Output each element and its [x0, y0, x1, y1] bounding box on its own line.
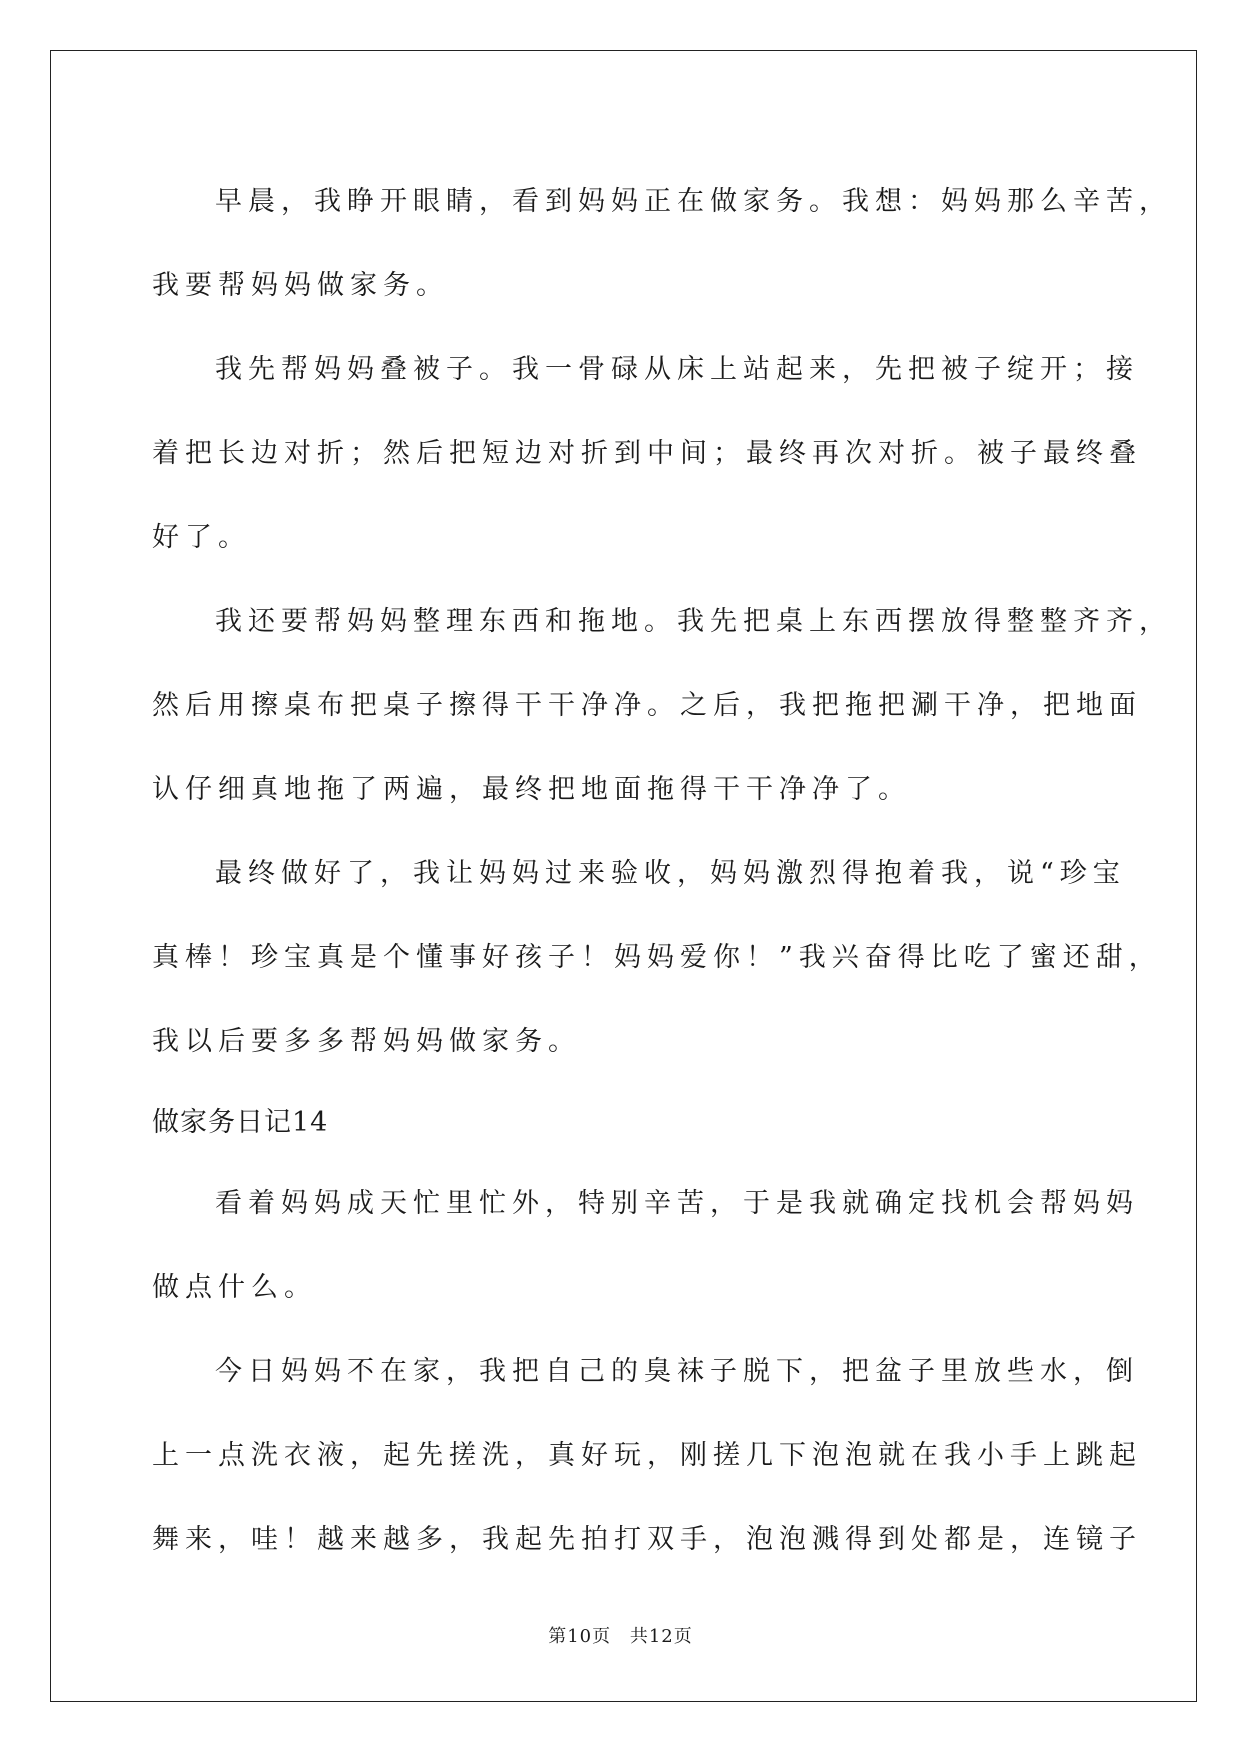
page-total: 共12页	[629, 1626, 693, 1647]
paragraph-line: 然后用擦桌布把桌子擦得干干净净。之后，我把拖把涮干净，把地面	[152, 690, 1142, 721]
paragraph-line: 我先帮妈妈叠被子。我一骨碌从床上站起来，先把被子绽开；接	[215, 354, 1139, 385]
paragraph-line: 我还要帮妈妈整理东西和拖地。我先把桌上东西摆放得整整齐齐，	[215, 606, 1172, 637]
paragraph-line: 好了。	[152, 522, 251, 553]
paragraph-line: 今日妈妈不在家，我把自己的臭袜子脱下，把盆子里放些水，倒	[215, 1356, 1139, 1387]
page-footer	[0, 1622, 1241, 1648]
paragraph-line: 最终做好了，我让妈妈过来验收，妈妈激烈得抱着我，说“珍宝	[215, 858, 1126, 889]
paragraph-line: 舞来，哇！越来越多，我起先拍打双手，泡泡溅得到处都是，连镜子	[152, 1524, 1142, 1555]
section-heading: 做家务日记14	[152, 1107, 329, 1138]
paragraph-line: 认仔细真地拖了两遍，最终把地面拖得干干净净了。	[152, 774, 911, 805]
paragraph-line: 看着妈妈成天忙里忙外，特别辛苦，于是我就确定找机会帮妈妈	[215, 1188, 1139, 1219]
paragraph-line: 我要帮妈妈做家务。	[152, 270, 449, 301]
paragraph-line: 我以后要多多帮妈妈做家务。	[152, 1026, 581, 1057]
paragraph-line: 早晨，我睁开眼睛，看到妈妈正在做家务。我想：妈妈那么辛苦，	[215, 186, 1172, 217]
document-body	[152, 160, 1172, 1582]
paragraph-line: 真棒！珍宝真是个懂事好孩子！妈妈爱你！”我兴奋得比吃了蜜还甜，	[152, 942, 1162, 973]
page-number: 第10页	[548, 1626, 612, 1647]
paragraph-line: 上一点洗衣液，起先搓洗，真好玩，刚搓几下泡泡就在我小手上跳起	[152, 1440, 1142, 1471]
paragraph-line: 着把长边对折；然后把短边对折到中间；最终再次对折。被子最终叠	[152, 438, 1142, 469]
paragraph-line: 做点什么。	[152, 1272, 317, 1303]
